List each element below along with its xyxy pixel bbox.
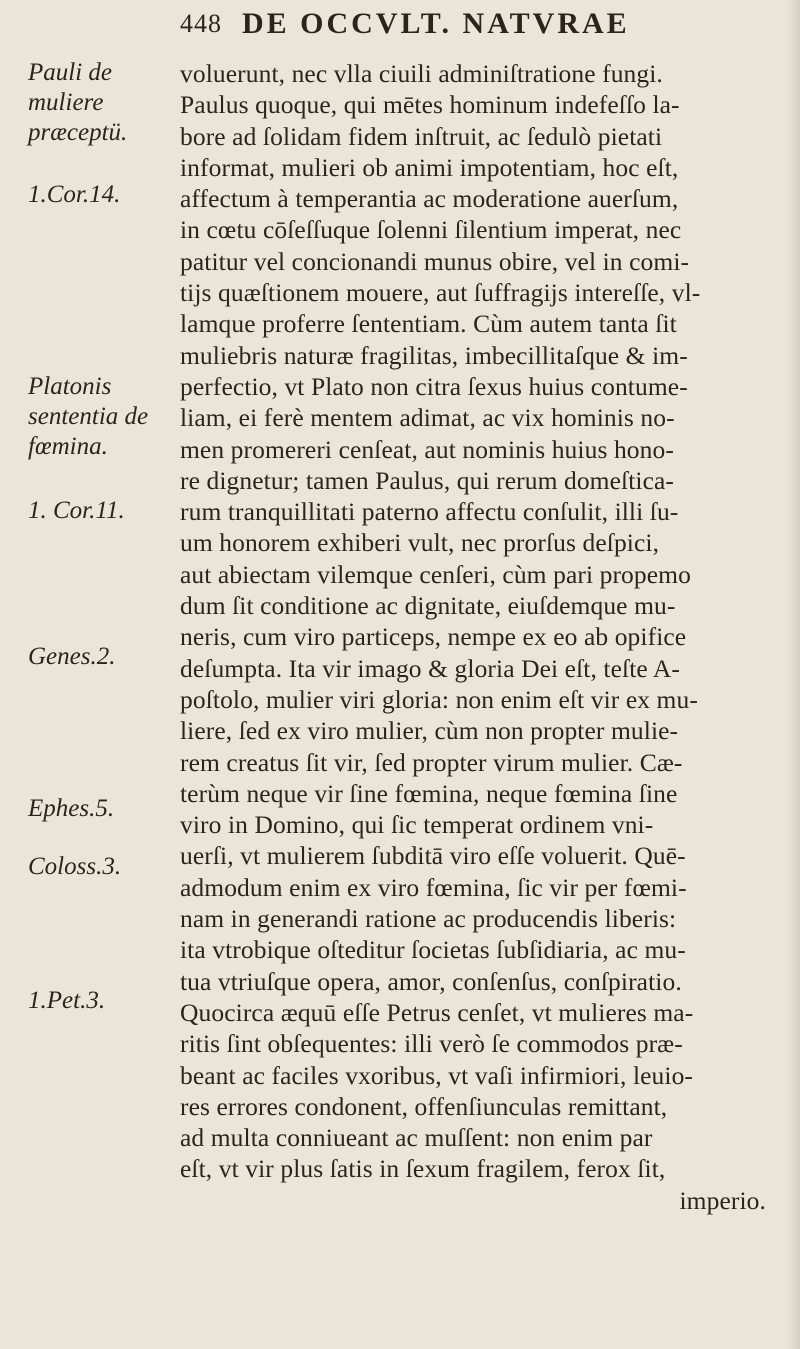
text-line: aut abiectam vilemque cenſeri, cùm pari propemo <box>180 559 691 589</box>
margin-note <box>28 854 121 880</box>
page-number: 448 <box>180 9 222 38</box>
text-line: res errores condonent, offenſiunculas remittant, <box>180 1091 668 1121</box>
text-line: informat, mulieri ob animi impotentiam, hoc eſt, <box>180 152 679 182</box>
text-line: neris, cum viro particeps, nempe ex eo ab opifice <box>180 622 687 652</box>
text-line: ad multa conniueant ac muſſent: non enim par <box>180 1123 653 1153</box>
text-line: dum ſit conditione ac dignitate, eiuſdemque mu- <box>180 591 676 621</box>
margin-note <box>28 182 120 208</box>
text-line: um honorem exhiberi vult, nec prorſus deſpici, <box>180 528 660 558</box>
text-line: nam in generandi ratione ac producendis liberis: <box>180 904 677 934</box>
margin-note-line: sententia de <box>28 403 149 430</box>
text-line: admodum enim ex viro fœmina, ſic vir per fœmi- <box>180 872 687 902</box>
margin-notes <box>0 0 175 1349</box>
margin-note-line: Platonis <box>28 373 112 400</box>
text-line: Paulus quoque, qui mētes hominum indefeſſo la- <box>180 90 680 120</box>
text-line: liam, ei ferè mentem adimat, ac vix hominis no- <box>180 403 675 433</box>
margin-note <box>28 644 115 670</box>
margin-note <box>28 374 148 460</box>
text-line: ita vtrobique oſteditur ſocietas ſubſidiaria, ac mu- <box>180 935 686 965</box>
text-line: voluerunt, nec vlla ciuili adminiſtratione fungi. <box>180 59 663 88</box>
text-line: lamque proferre ſententiam. Cùm autem tanta ſit <box>180 309 677 339</box>
margin-note-line: Ephes.5. <box>28 795 115 822</box>
text-line: rem creatus ſit vir, ſed propter virum mulier. Cæ- <box>180 747 683 777</box>
text-line: tijs quæſtionem mouere, aut ſuffragijs intereſſe, vl- <box>180 278 701 308</box>
margin-note-line: 1. Cor.11. <box>28 497 125 524</box>
margin-note-line: 1.Pet.3. <box>28 987 106 1014</box>
text-line: poſtolo, mulier viri gloria: non enim eſt vir ex mu- <box>180 684 698 714</box>
text-line: in cœtu cōſeſſuque ſolenni ſilentium imperat, nec <box>180 215 682 245</box>
text-line: bore ad ſolidam fidem inſtruit, ac ſedulò pietati <box>180 121 663 151</box>
margin-note-line: Pauli de <box>28 59 113 86</box>
margin-note-line: Coloss.3. <box>28 853 122 880</box>
text-line: perfectio, vt Plato non citra ſexus huius contume- <box>180 371 688 401</box>
main-text-block <box>180 58 790 1343</box>
text-line: ritis ſint obſequentes: illi verò ſe commodos præ- <box>180 1029 683 1059</box>
text-line: men promereri cenſeat, aut nominis huius hono- <box>180 434 674 464</box>
margin-note-line: muliere <box>28 89 104 116</box>
margin-note <box>28 988 105 1014</box>
text-line: viro in Domino, qui ſic temperat ordinem vni- <box>180 810 654 840</box>
text-line: re dignetur; tamen Paulus, qui rerum domeſtica- <box>180 465 675 495</box>
text-line: rum tranquillitati paterno affectu conſulit, illi ſu- <box>180 497 679 527</box>
text-line: terùm neque vir ſine fœmina, neque fœmina ſine <box>180 778 678 808</box>
text-line: muliebris naturæ fragilitas, imbecillitaſque & im- <box>180 340 688 370</box>
running-head-title: DE OCCVLT. NATVRAE <box>242 7 630 40</box>
margin-note <box>28 498 125 524</box>
margin-note-line: 1.Cor.14. <box>28 181 121 208</box>
text-line: beant ac faciles vxoribus, vt vaſi infirmiori, leuio- <box>180 1060 694 1090</box>
text-line: patitur vel concionandi munus obire, vel in comi- <box>180 246 690 276</box>
margin-note <box>28 60 127 146</box>
running-head <box>180 0 630 48</box>
text-line: eſt, vt vir plus ſatis in ſexum fragilem, ferox ſit, <box>180 1154 666 1184</box>
text-line: liere, ſed ex viro mulier, cùm non propter mulie- <box>180 716 679 746</box>
text-line: affectum à temperantia ac moderatione auerſum, <box>180 184 679 214</box>
margin-note-line: Genes.2. <box>28 643 116 670</box>
text-line: tua vtriuſque opera, amor, conſenſus, conſpiratio. <box>180 966 682 996</box>
margin-note <box>28 796 114 822</box>
margin-note-line: fœmina. <box>28 433 108 460</box>
text-line: Quocirca æquū eſſe Petrus cenſet, vt mulieres ma- <box>180 997 694 1027</box>
text-line: deſumpta. Ita vir imago & gloria Dei eſt, teſte A- <box>180 653 680 683</box>
text-line-catchword: imperio. <box>679 1185 766 1215</box>
text-line: uerſi, vt mulierem ſubditā viro eſſe voluerit. Quē- <box>180 841 686 871</box>
margin-note-line: præceptü. <box>28 119 128 146</box>
